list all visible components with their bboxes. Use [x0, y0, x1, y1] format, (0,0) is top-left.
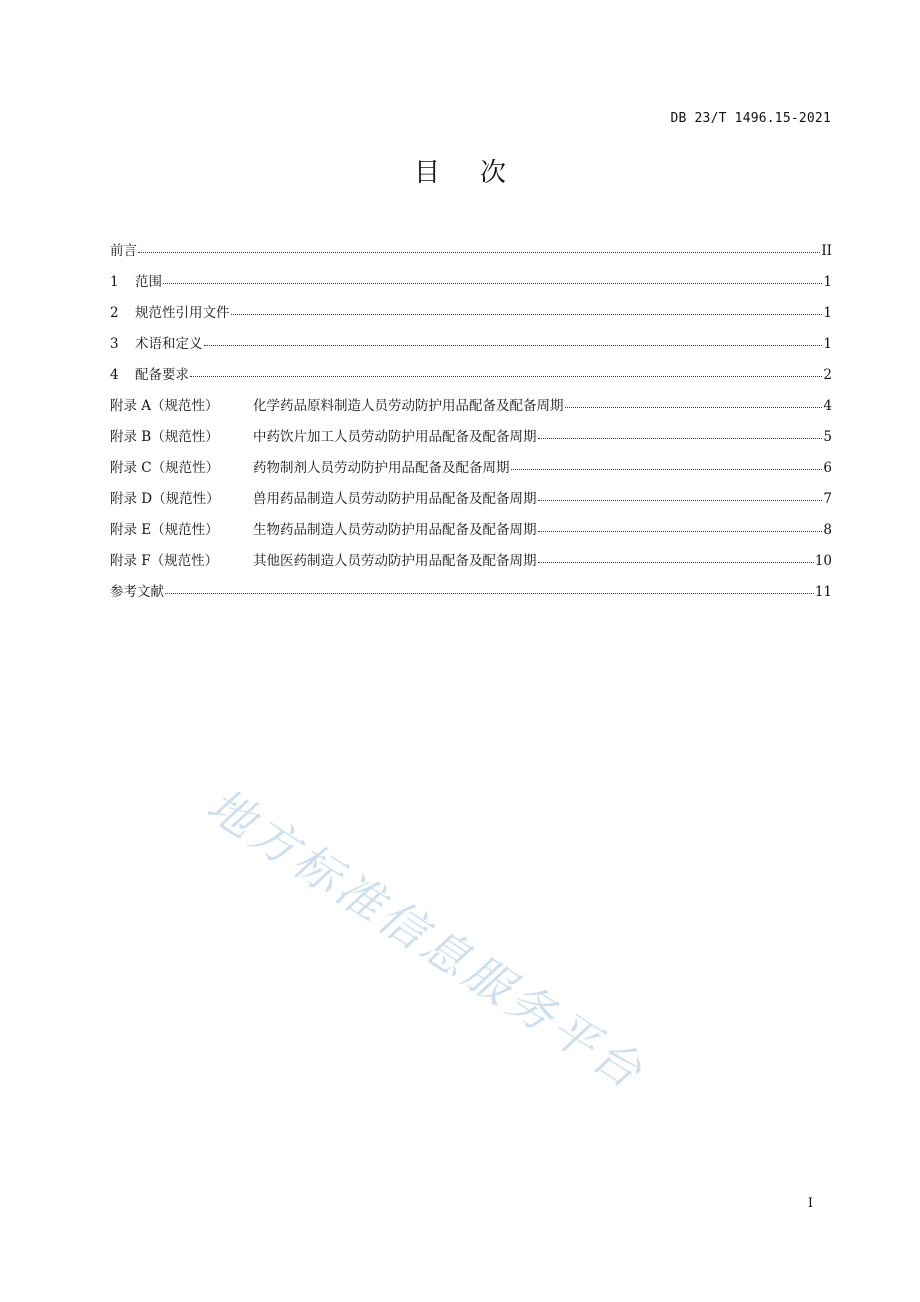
standard-code: DB 23/T 1496.15-2021 [670, 111, 831, 126]
toc-entry-label: 其他医药制造人员劳动防护用品配备及配备周期 [253, 553, 537, 569]
toc-entry-page: 1 [823, 305, 832, 321]
toc-appendix-tag: 附录 B（规范性） [110, 429, 219, 445]
toc-entry-label: 化学药品原料制造人员劳动防护用品配备及配备周期 [253, 398, 564, 414]
toc-entry-label: 参考文献 [110, 584, 164, 600]
toc-entry-label: 药物制剂人员劳动防护用品配备及配备周期 [253, 460, 510, 476]
toc-entry-appendix-d[interactable] [110, 484, 832, 515]
title-char-1: 目 [413, 158, 440, 188]
toc-entry-page: 1 [823, 336, 832, 352]
toc-appendix-tag: 附录 C（规范性） [110, 460, 220, 476]
toc-entry-appendix-e[interactable] [110, 515, 832, 546]
toc-entry-label: 中药饮片加工人员劳动防护用品配备及配备周期 [253, 429, 537, 445]
toc-appendix-tag: 附录 E（规范性） [110, 522, 219, 538]
toc-entry-page: 11 [814, 584, 832, 600]
toc-entry-page: 4 [823, 398, 832, 414]
toc-entry-appendix-c[interactable] [110, 453, 832, 484]
toc-leader-dots [138, 251, 820, 253]
watermark: 地方标准信息服务平台 [197, 777, 655, 1101]
toc-entry-label: 规范性引用文件 [135, 305, 230, 321]
toc-leader-dots [538, 530, 823, 532]
toc-entry-page: 10 [814, 553, 832, 569]
page-title [0, 152, 920, 189]
toc-entry-page: II [821, 243, 832, 259]
toc-appendix-tag: 附录 A（规范性） [110, 398, 219, 414]
toc-leader-dots [511, 468, 823, 470]
toc-entry-appendix-b[interactable] [110, 422, 832, 453]
toc-entry-page: 5 [823, 429, 832, 445]
toc-entry-scope[interactable] [110, 267, 832, 298]
page-number: I [807, 1196, 813, 1211]
toc-entry-page: 6 [823, 460, 832, 476]
toc-appendix-tag: 附录 F（规范性） [110, 553, 219, 569]
toc-entry-number: 1 [110, 274, 119, 290]
toc-appendix-tag: 附录 D（规范性） [110, 491, 220, 507]
toc-leader-dots [190, 375, 822, 377]
toc-leader-dots [538, 561, 814, 563]
toc-entry-label: 术语和定义 [135, 336, 203, 352]
toc-leader-dots [231, 313, 823, 315]
toc-leader-dots [538, 499, 823, 501]
toc-entry-page: 8 [823, 522, 832, 538]
toc-entry-appendix-a[interactable] [110, 391, 832, 422]
toc-entry-page: 2 [823, 367, 832, 383]
toc-entry-foreword[interactable] [110, 236, 832, 267]
toc-entry-label: 前言 [110, 243, 137, 259]
toc-entry-page: 1 [823, 274, 832, 290]
toc-entry-requirements[interactable] [110, 360, 832, 391]
toc-entry-label: 生物药品制造人员劳动防护用品配备及配备周期 [253, 522, 537, 538]
title-char-2: 次 [480, 158, 507, 188]
toc-entry-page: 7 [823, 491, 832, 507]
toc-entry-appendix-f[interactable] [110, 546, 832, 577]
toc-leader-dots [163, 282, 822, 284]
toc-leader-dots [165, 592, 814, 594]
toc-entry-label: 兽用药品制造人员劳动防护用品配备及配备周期 [253, 491, 537, 507]
toc-entry-label: 范围 [135, 274, 162, 290]
table-of-contents [110, 236, 832, 608]
toc-entry-bibliography[interactable] [110, 577, 832, 608]
toc-entry-number: 4 [110, 367, 119, 383]
toc-entry-normative-references[interactable] [110, 298, 832, 329]
toc-leader-dots [538, 437, 823, 439]
toc-leader-dots [565, 406, 823, 408]
toc-entry-terms-definitions[interactable] [110, 329, 832, 360]
toc-entry-number: 2 [110, 305, 119, 321]
toc-entry-number: 3 [110, 336, 119, 352]
toc-leader-dots [204, 344, 823, 346]
toc-entry-label: 配备要求 [135, 367, 189, 383]
